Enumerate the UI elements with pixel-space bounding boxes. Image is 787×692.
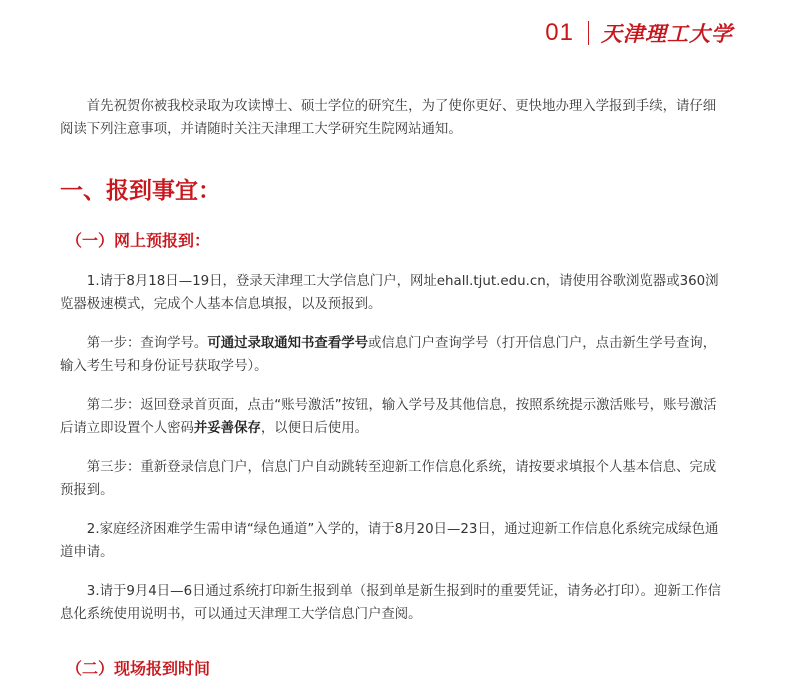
- header-divider: [588, 21, 589, 45]
- step-2-text-bold: 并妥善保存: [193, 421, 261, 436]
- page-header: [545, 18, 733, 48]
- university-logo: 天津理工大学: [601, 21, 733, 46]
- subsection-title-onsite: （二）现场报到时间: [66, 659, 211, 678]
- step-1-paragraph: [60, 332, 722, 378]
- section-title-registration: 一、报到事宜：: [60, 178, 221, 204]
- item-1-paragraph: 1.请于8月18日—19日，登录天津理工大学信息门户，网址ehall.tjut.edu.cn，请使用谷歌浏览器或360浏览器极速模式，完成个人基本信息填报，以及预报到。: [60, 274, 719, 312]
- page-number: 01: [545, 19, 574, 46]
- item-3-paragraph: 3.请于9月4日—6日通过系统打印新生报到单（报到单是新生报到时的重要凭证，请务必打印）。迎新工作信息化系统使用说明书，可以通过天津理工大学信息门户查阅。: [60, 584, 722, 622]
- subsection-title-online: （一）网上预报到：: [66, 231, 211, 250]
- intro-paragraph: 首先祝贺你被我校录取为攻读博士、硕士学位的研究生，为了使你更好、更快地办理入学报到手续，请仔细阅读下列注意事项，并请随时关注天津理工大学研究生院网站通知。: [60, 99, 717, 137]
- step-2-paragraph: [60, 394, 722, 440]
- step-1-text-b: 或信息门户查询学号（打开信息门户，点击新生学号查询，输入考生号和身份证号获取学号）。: [60, 336, 717, 374]
- step-3-paragraph: 第三步：重新登录信息门户，信息门户自动跳转至迎新工作信息化系统，请按要求填报个人基本信息、完成预报到。: [60, 460, 717, 498]
- step-1-text-bold: 可通过录取通知书查看学号: [207, 336, 368, 351]
- step-1-text-a: 第一步：查询学号。: [86, 336, 208, 351]
- step-2-text-b: ，以便日后使用。: [260, 421, 368, 436]
- step-2-text-a: 第二步：返回登录首页面，点击“账号激活”按钮，输入学号及其他信息，按照系统提示激活账号，账号激活后请立即设置个人密码: [60, 398, 717, 436]
- item-2-paragraph: 2.家庭经济困难学生需申请“绿色通道”入学的，请于8月20日—23日，通过迎新工作信息化系统完成绿色通道申请。: [60, 522, 719, 560]
- document-body: [60, 95, 722, 681]
